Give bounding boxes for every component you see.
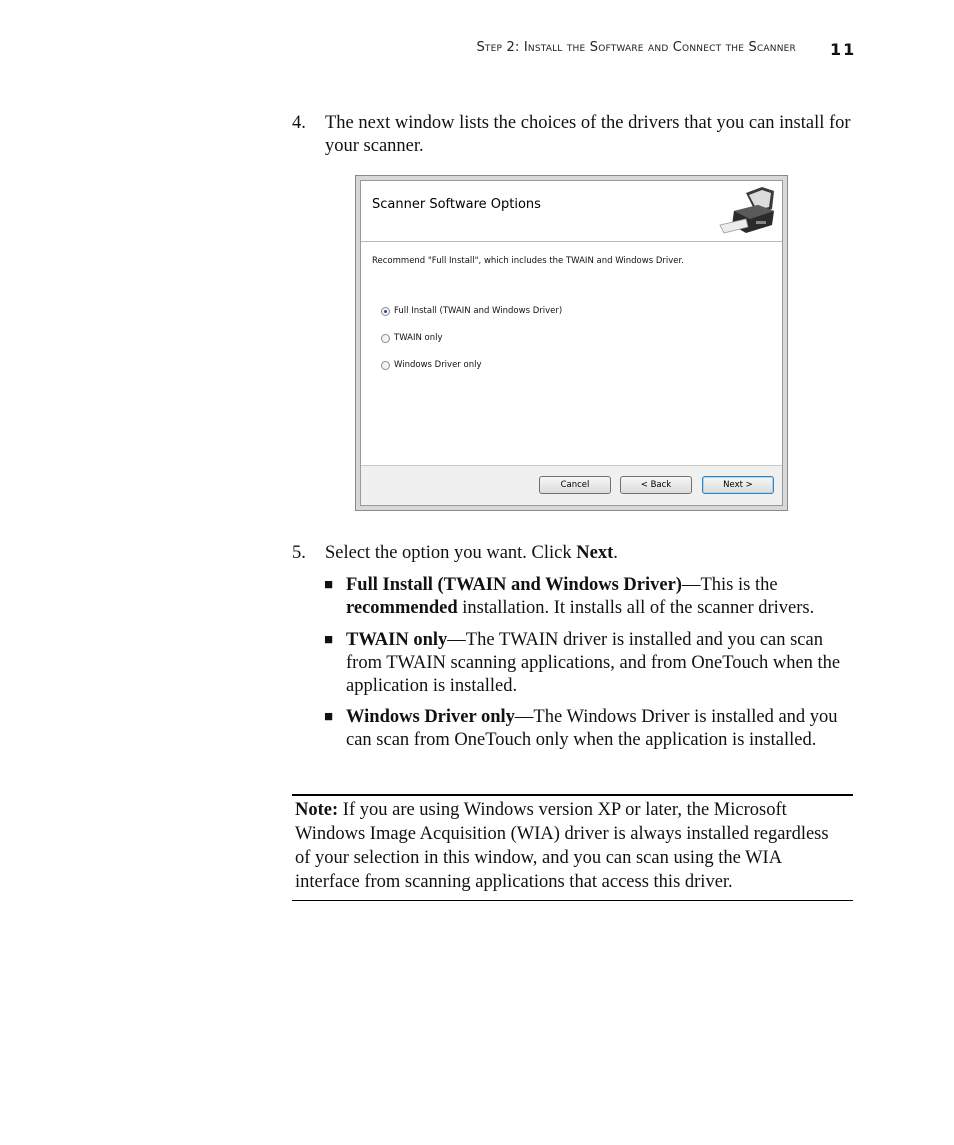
bullet-part: installation. It installs all of the scanner drivers. (457, 598, 815, 618)
bullet-square-icon: ■ (324, 709, 334, 725)
bullet-full-install (324, 574, 854, 620)
bullet-part: —The Windows Driver is installed and you can scan from OneTouch only when the application is installed. (346, 707, 838, 750)
option-windows-driver-only[interactable] (381, 360, 481, 370)
scanner-icon (716, 185, 778, 239)
step-text-part: Select the option you want. Click (325, 543, 577, 563)
radio-icon[interactable] (381, 334, 390, 343)
bullet-text (346, 706, 854, 752)
bullet-text (346, 629, 854, 698)
step-4 (292, 112, 854, 158)
step-5 (292, 542, 854, 565)
step-text: The next window lists the choices of the drivers that you can install for your scanner. (325, 113, 851, 156)
note-text: If you are using Windows version XP or later, the Microsoft Windows Image Acquisition (WIA) driver is always installed regardless of your selection in this window, and you can scan using the WIA interface from scanning applications that access this driver. (295, 800, 829, 892)
bullet-bold: Full Install (TWAIN and Windows Driver) (346, 575, 682, 595)
next-button[interactable]: Next > (702, 476, 774, 494)
bullet-text (346, 574, 854, 620)
radio-selected-icon[interactable] (381, 307, 390, 316)
dialog-frame (360, 180, 783, 506)
note-box (295, 798, 840, 894)
option-label: Full Install (TWAIN and Windows Driver) (394, 306, 563, 316)
step-number: 4. (292, 113, 306, 133)
bullet-bold: TWAIN only (346, 630, 448, 650)
cancel-button[interactable]: Cancel (539, 476, 611, 494)
step-number: 5. (292, 543, 306, 563)
dialog-body (361, 242, 782, 468)
bullet-bold: recommended (346, 598, 458, 618)
dialog-header (361, 181, 782, 242)
bullet-part: —The TWAIN driver is installed and you can scan from TWAIN scanning applications, and from OneTouch when the application is installed. (346, 630, 841, 696)
bullet-square-icon: ■ (324, 577, 334, 593)
bullet-bold: Windows Driver only (346, 707, 515, 727)
bullet-twain-only (324, 629, 854, 698)
option-label: Windows Driver only (394, 360, 482, 370)
note-top-rule (292, 794, 853, 796)
dialog-title: Scanner Software Options (372, 197, 541, 212)
step-text (325, 542, 854, 565)
page-number: 11 (830, 40, 857, 59)
bullet-part: —This is the (681, 575, 778, 595)
radio-icon[interactable] (381, 361, 390, 370)
option-twain-only[interactable] (381, 333, 443, 343)
option-full-install[interactable] (381, 306, 562, 316)
dialog-footer (361, 465, 782, 505)
bullet-windows-driver-only (324, 706, 854, 752)
note-bottom-rule (292, 900, 853, 901)
step-text-bold: Next (576, 543, 614, 563)
back-button[interactable]: < Back (620, 476, 692, 494)
option-label: TWAIN only (394, 333, 443, 343)
step-text-part: . (613, 543, 618, 563)
scanner-software-options-dialog (355, 175, 788, 511)
bullet-square-icon: ■ (324, 632, 334, 648)
dialog-description: Recommend "Full Install", which includes the TWAIN and Windows Driver. (372, 256, 684, 266)
running-header: Step 2: Install the Software and Connect the Scanner (476, 40, 796, 55)
note-label: Note: (295, 800, 339, 820)
